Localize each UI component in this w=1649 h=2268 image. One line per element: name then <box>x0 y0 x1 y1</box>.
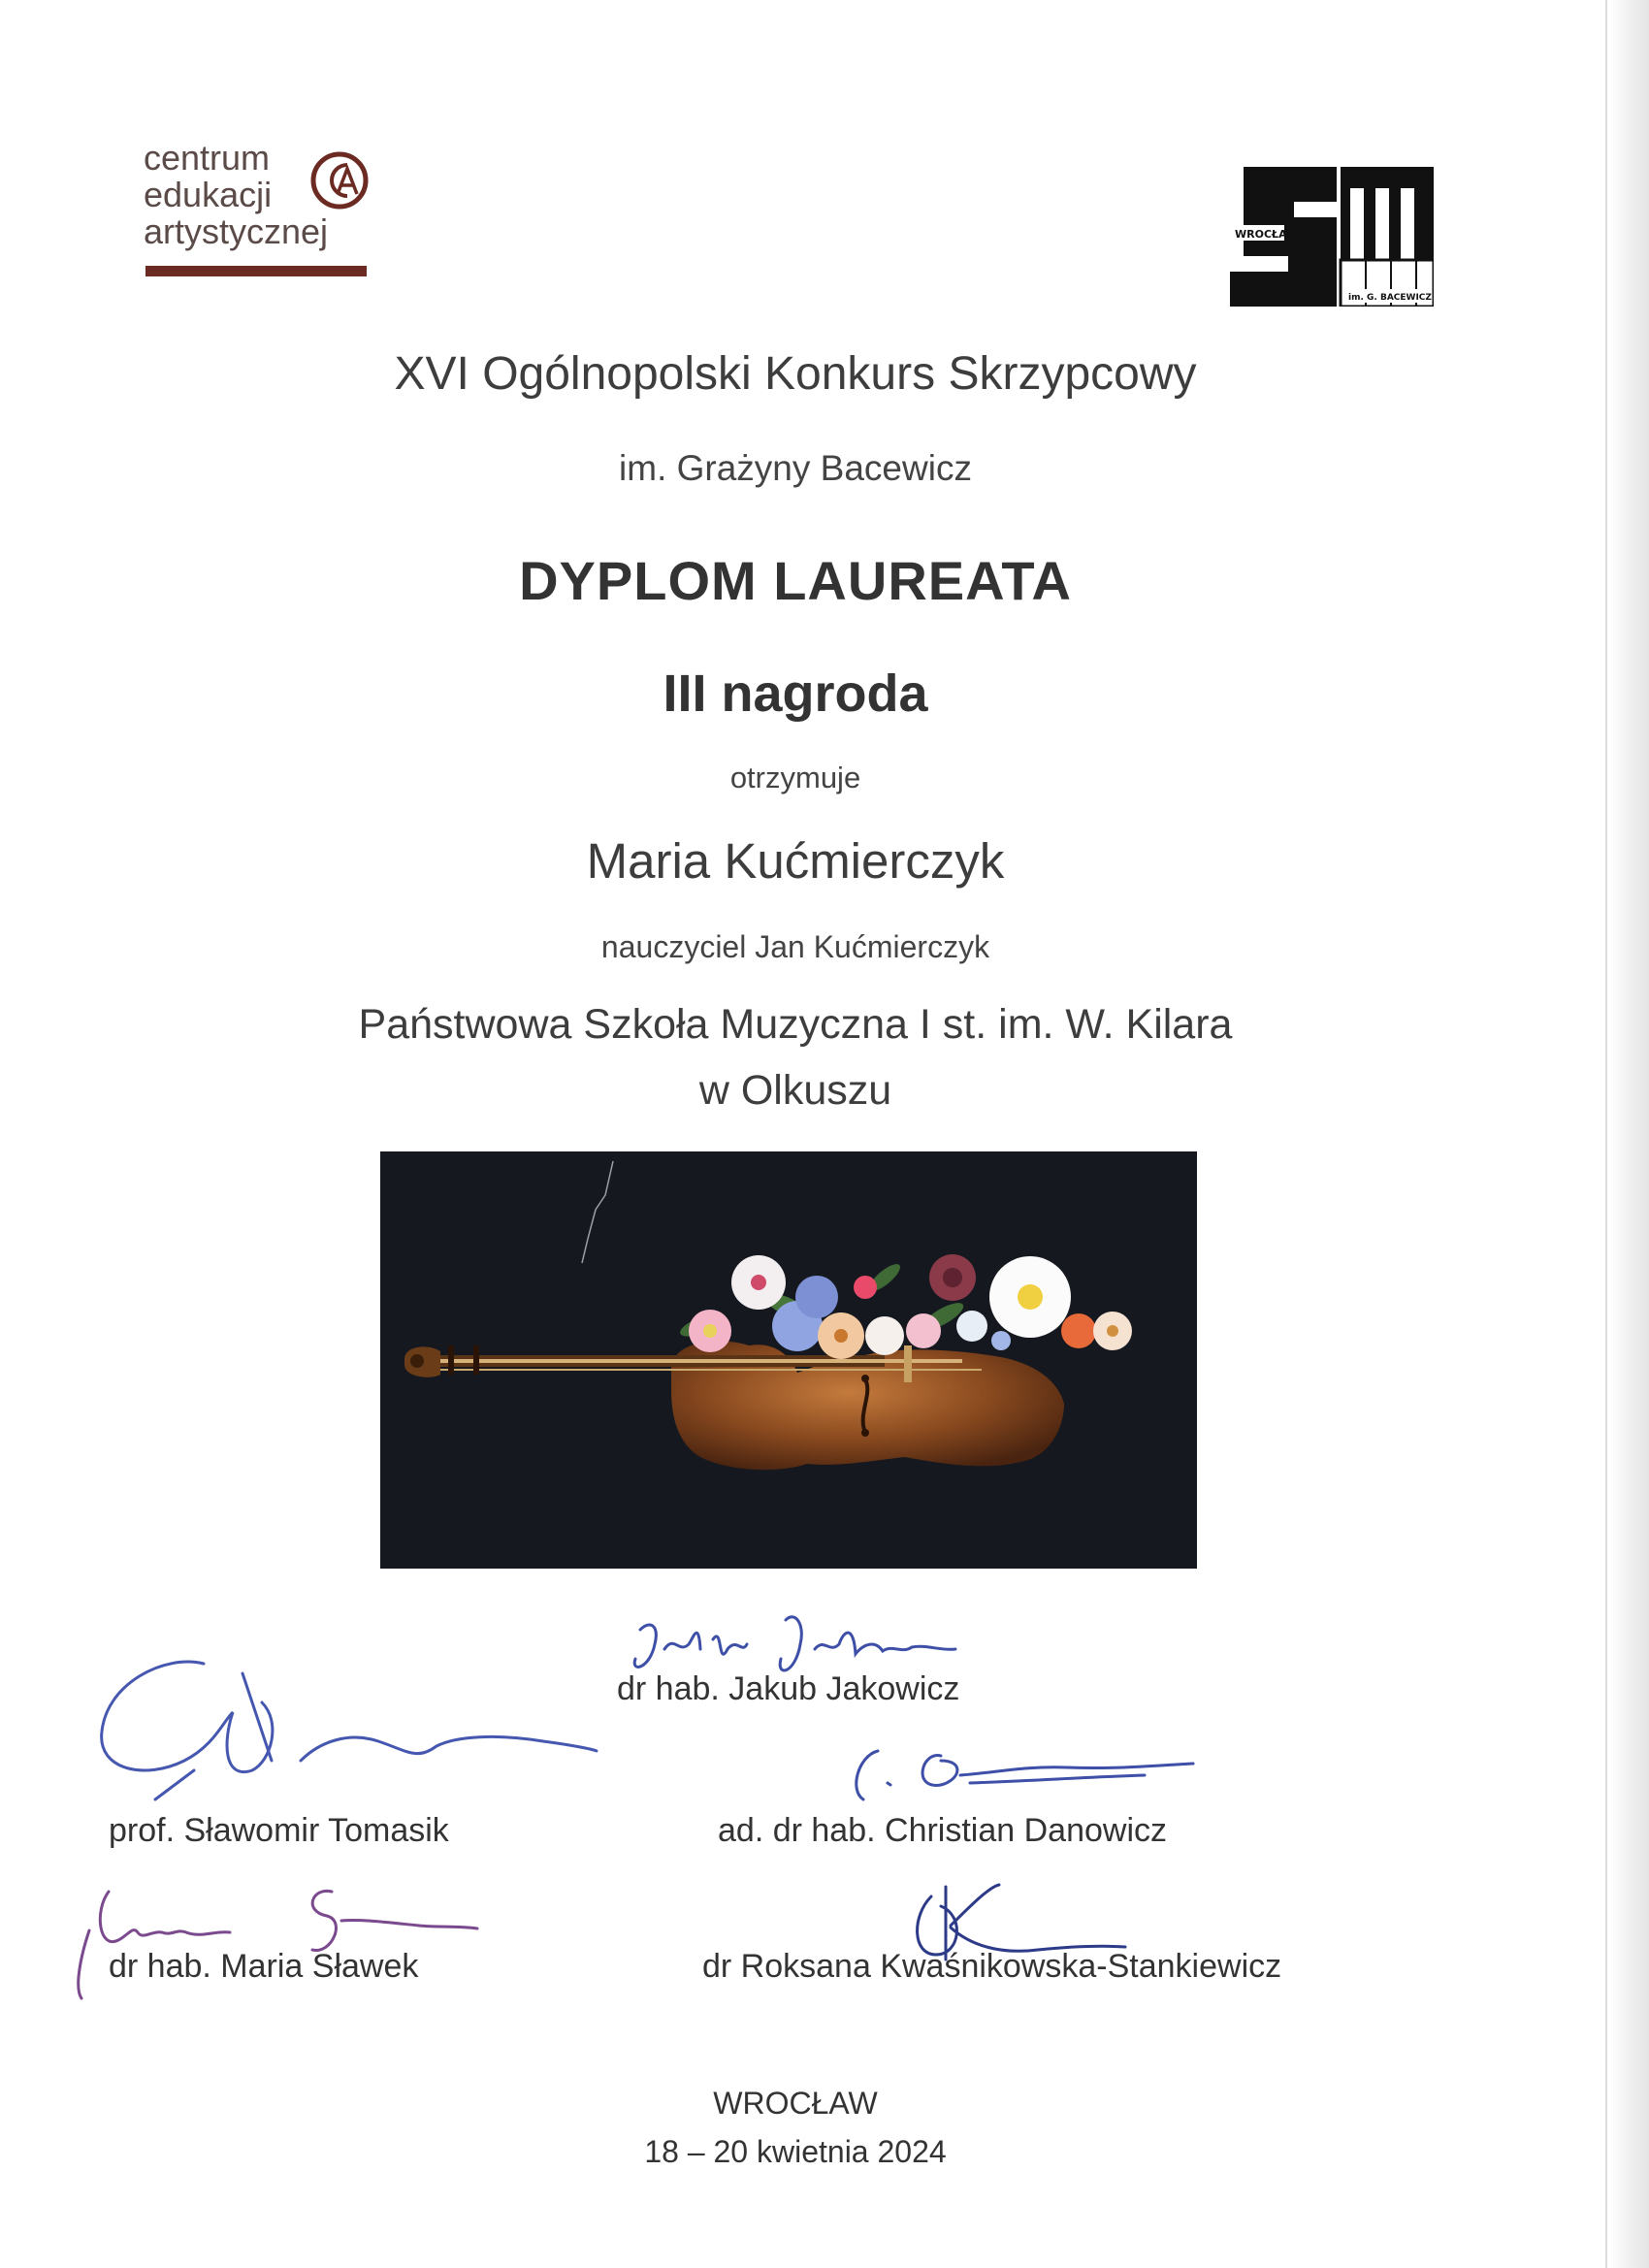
school-city: w Olkuszu <box>698 1067 892 1114</box>
flower-bouquet-icon <box>689 1254 1132 1359</box>
signature-danowicz-ink <box>834 1736 1203 1814</box>
ism-logo-patron: im. G. BACEWICZ <box>1348 293 1432 303</box>
cea-logo-underline <box>146 266 367 276</box>
jury-member-stankiewicz: dr Roksana Kwaśnikowska-Stankiewicz <box>702 1948 1282 1985</box>
prize-level: III nagroda <box>663 664 928 723</box>
event-dates: 18 – 20 kwietnia 2024 <box>644 2134 947 2169</box>
jury-member-danowicz: ad. dr hab. Christian Danowicz <box>718 1812 1168 1849</box>
cea-logo-text <box>144 140 328 250</box>
cea-monogram-icon <box>308 149 371 211</box>
scan-fold-line <box>1605 0 1607 2268</box>
cea-logo-line-3: artystycznej <box>144 211 329 251</box>
diploma-title: DYPLOM LAUREATA <box>519 550 1072 611</box>
laureate-name: Maria Kućmierczyk <box>586 833 1005 889</box>
jury-member-slawek: dr hab. Maria Sławek <box>109 1948 419 1985</box>
teacher-name: nauczyciel Jan Kućmierczyk <box>600 929 990 964</box>
cea-logo-line-1: centrum <box>144 138 271 178</box>
contest-patron: im. Grażyny Bacewicz <box>619 448 972 488</box>
signature-tomasik-ink <box>87 1644 611 1829</box>
ism-logo-city: WROCŁAW <box>1235 228 1299 241</box>
event-city: WROCŁAW <box>713 2086 878 2121</box>
school-name: Państwowa Szkoła Muzyczna I st. im. W. Kilara <box>358 1001 1233 1048</box>
cea-logo-line-2: edukacji <box>144 175 273 214</box>
cea-logo <box>144 140 376 280</box>
violin-flowers-illustration <box>380 1151 1197 1569</box>
violin-flowers-image <box>380 1151 1197 1569</box>
contest-name: XVI Ogólnopolski Konkurs Skrzypcowy <box>394 348 1197 400</box>
jury-member-tomasik: prof. Sławomir Tomasik <box>109 1812 449 1849</box>
receives-label: otrzymuje <box>729 761 861 794</box>
ism-school-logo <box>1230 167 1434 307</box>
scan-edge-shadow <box>1610 0 1649 2268</box>
signature-slawek-ink <box>70 1872 487 2008</box>
jury-member-jakowicz: dr hab. Jakub Jakowicz <box>617 1670 960 1707</box>
